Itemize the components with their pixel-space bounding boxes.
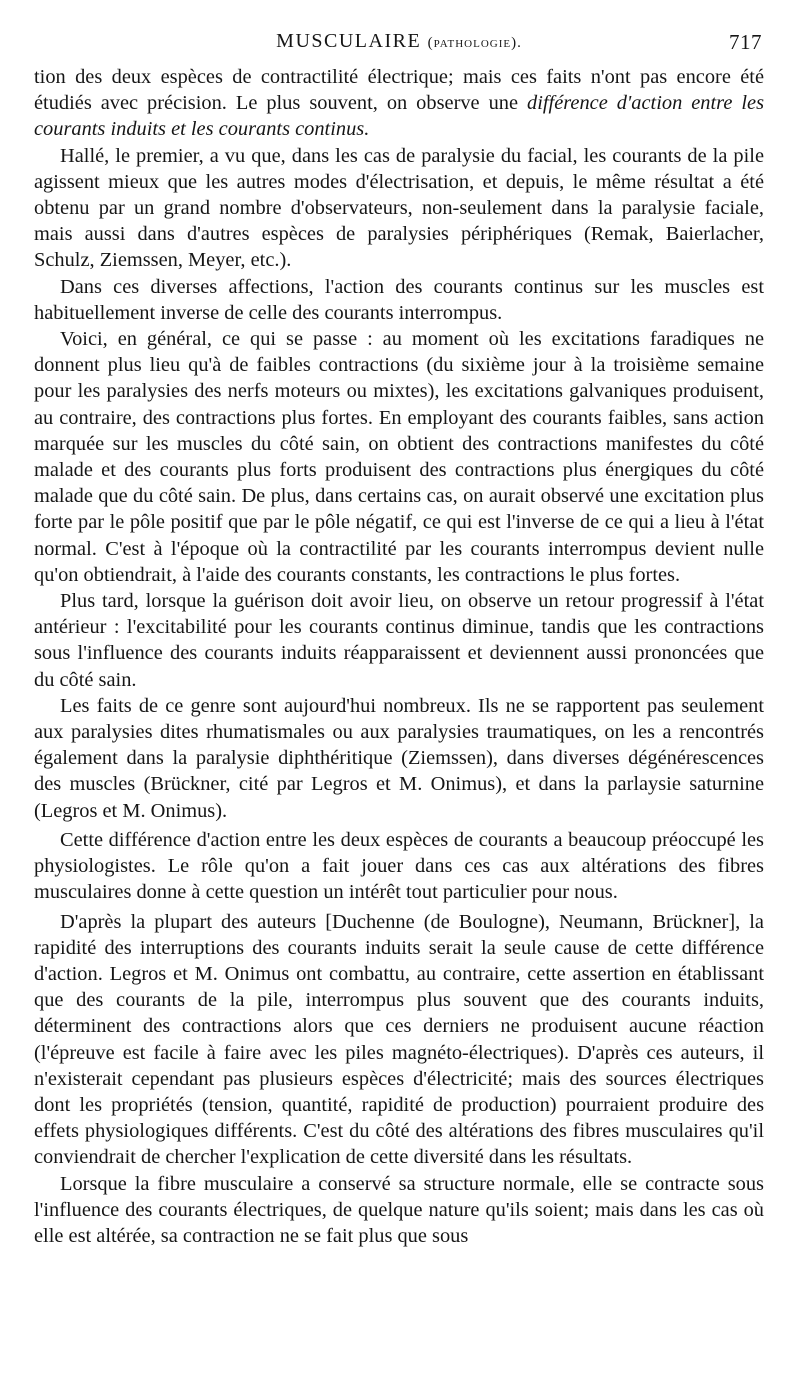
header-subtitle: (pathologie). <box>427 35 522 51</box>
paragraph: Voici, en général, ce qui se passe : au moment où les excitations faradiques ne donnent plus lieu qu'à de faibles contractions (du sixième jour à la troisième semaine pour les paralysies des nerfs moteurs ou mixtes), les excitations galvaniques produisent, au contraire, des contractions plus fortes. En employant des courants faibles, sans action marquée sur les muscles du côté sain, on obtient des contractions manifestes du côté malade et des courants plus forts produisent des contractions plus énergiques du côté malade que du côté sain. De plus, dans certains cas, on aurait observé une excitation plus forte par le pôle positif que par le pôle négatif, ce qui est l'inverse de ce qui a lieu à l'état normal. C'est à l'époque où la contractilité par les courants interrompus devient nulle qu'on obtiendrait, à l'aide des courants constants, les contractions le plus fortes. <box>34 328 764 586</box>
paragraph: tion des deux espèces de contractilité électrique; mais ces faits n'ont pas encore été étudiés avec précision. Le plus souvent, on observe une différence d'action entre les courants induits et les courants continus. <box>34 66 765 141</box>
paragraph: Hallé, le premier, a vu que, dans les cas de paralysie du facial, les courants de la pile agissent mieux que les autres modes d'électrisation, et depuis, le même résultat a été obtenu par un grand nombre d'observateurs, non-seulement dans la paralysie faciale, mais aussi dans d'autres espèces de paralysies périphériques (Remak, Baierlacher, Schulz, Ziemssen, Meyer, etc.). <box>34 144 764 272</box>
paragraph: Les faits de ce genre sont aujourd'hui nombreux. Ils ne se rapportent pas seulement aux paralysies dites rhumatismales ou aux paralysies traumatiques, on les a rencontrés également dans la paralysie diphthéritique (Ziemssen), dans diverses dégénérescences des muscles (Brückner, cité par Legros et M. Onimus), et dans la parlaysie saturnine (Legros et M. Onimus). <box>34 694 764 822</box>
paragraph: D'après la plupart des auteurs [Duchenne (de Boulogne), Neumann, Brückner], la rapidité des interruptions des courants induits serait la seule cause de cette différence d'action. Legros et M. Onimus ont combattu, au contraire, cette assertion en établissant que des courants de la pile, interrompus plus souvent que des courants induits, déterminent des contractions alors que ces derniers ne produisent aucune réaction (l'épreuve est facile à faire avec les piles magnéto-électriques). D'après ces auteurs, il n'existerait cependant pas plusieurs espèces d'électricité; mais des sources électriques dont les propriétés (tension, quantité, rapidité de production) pourraient produire des effets physiologiques différents. C'est du côté des altérations des fibres musculaires qu'il conviendrait de chercher l'explication de cette diversité dans les résultats. <box>34 910 764 1169</box>
paragraph: Plus tard, lorsque la guérison doit avoir lieu, on observe un retour progressif à l'état antérieur : l'excitabilité pour les courants continus diminue, tandis que les contractions sous l'influence des courants induits réapparaissent et deviennent aussi prononcées que du côté sain. <box>34 590 764 691</box>
running-header <box>34 30 764 64</box>
page-number: 717 <box>729 30 762 54</box>
paragraph: Lorsque la fibre musculaire a conservé sa structure normale, elle se contracte sous l'influence des courants électriques, de quelque nature qu'ils soient; mais dans les cas où elle est altérée, sa contraction ne se fait plus que sous <box>34 1172 764 1247</box>
body-text <box>34 64 764 1249</box>
paragraph: Cette différence d'action entre les deux espèces de courants a beaucoup préoccupé les physiologistes. Le rôle qu'on a fait jouer dans ces cas aux altérations des fibres musculaires donne à cette question un intérêt tout particulier pour nous. <box>34 828 764 904</box>
emphasis: différence d'action entre les courants induits et les courants continus. <box>34 92 765 141</box>
header-title: MUSCULAIRE (pathologie). <box>276 30 522 52</box>
paragraph: Dans ces diverses affections, l'action des courants continus sur les muscles est habituellement inverse de celle des courants interrompus. <box>34 275 764 324</box>
